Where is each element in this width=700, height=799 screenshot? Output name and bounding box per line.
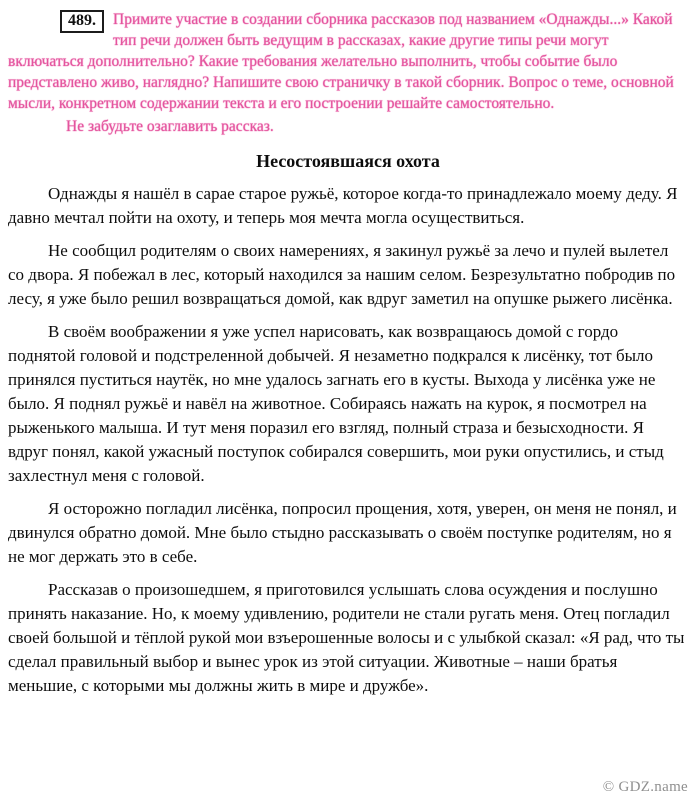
- exercise-task: [8, 9, 688, 114]
- essay-paragraph: В своём воображении я уже успел нарисовать, как возвращаюсь домой с гордо поднятой головой и подстреленной добычей. Я незаметно подкрался к лисёнку, тот было принялся пуститься наутёк, но мне удалось загнать его в кусты. Выхода у лисёнка уже не было. Я поднял ружьё и навёл на животное. Собираясь нажать на курок, я посмотрел на рыженького малыша. И тут меня поразил его взгляд, полный страза и безысходности. Я вдруг понял, какой ужасный поступок собирался совершить, мои руки опустились, и стыд захлестнул меня с головой.: [8, 322, 664, 485]
- essay-paragraph: Я осторожно погладил лисёнка, попросил прощения, хотя, уверен, он меня не понял, и двинулся обратно домой. Мне было стыдно рассказывать о своём поступке родителям, но я не мог держать это в себе.: [8, 499, 677, 566]
- essay-paragraph: Рассказав о произошедшем, я приготовился услышать слова осуждения и послушно принять наказание. Но, к моему удивлению, родители не стали ругать меня. Отец погладил своей большой и тёплой рукой мои взъерошенные волосы и с улыбкой сказал: «Я рад, что ты сделал правильный выбор и вынес урок из этой ситуации. Животные – наши братья меньшие, с которыми мы должны жить в мире и дружбе».: [8, 580, 685, 695]
- essay-paragraph: Однажды я нашёл в сарае старое ружьё, которое когда-то принадлежало моему деду. Я давно мечтал пойти на охоту, и теперь моя мечта могла осуществиться.: [8, 184, 678, 227]
- copyright-watermark: © GDZ.name: [602, 779, 688, 795]
- essay-title: Несостоявшаяся охота: [256, 151, 440, 171]
- exercise-task-text: Примите участие в создании сборника рассказов под названием «Однажды...» Какой тип речи должен быть ведущим в рассказах, какие другие типы речи могут включаться дополнительно? Какие требования желательно выполнить, чтобы событие было представлено живо, наглядно? Напишите свою страничку в такой сборник. Вопрос о теме, основной мысли, конкретном содержании текста и его построении решайте самостоятельно.: [8, 11, 674, 112]
- exercise-task-note: Не забудьте озаглавить рассказ.: [66, 118, 274, 135]
- essay-paragraph: Не сообщил родителям о своих намерениях, я закинул ружьё за лечо и пулей вылетел со двора. Я побежал в лес, который находился за нашим селом. Безрезультатно побродив по лесу, я уже было решил возвращаться домой, как вдруг заметил на опушке рыжего лисёнка.: [8, 241, 676, 308]
- exercise-number-badge: 489.: [60, 10, 104, 33]
